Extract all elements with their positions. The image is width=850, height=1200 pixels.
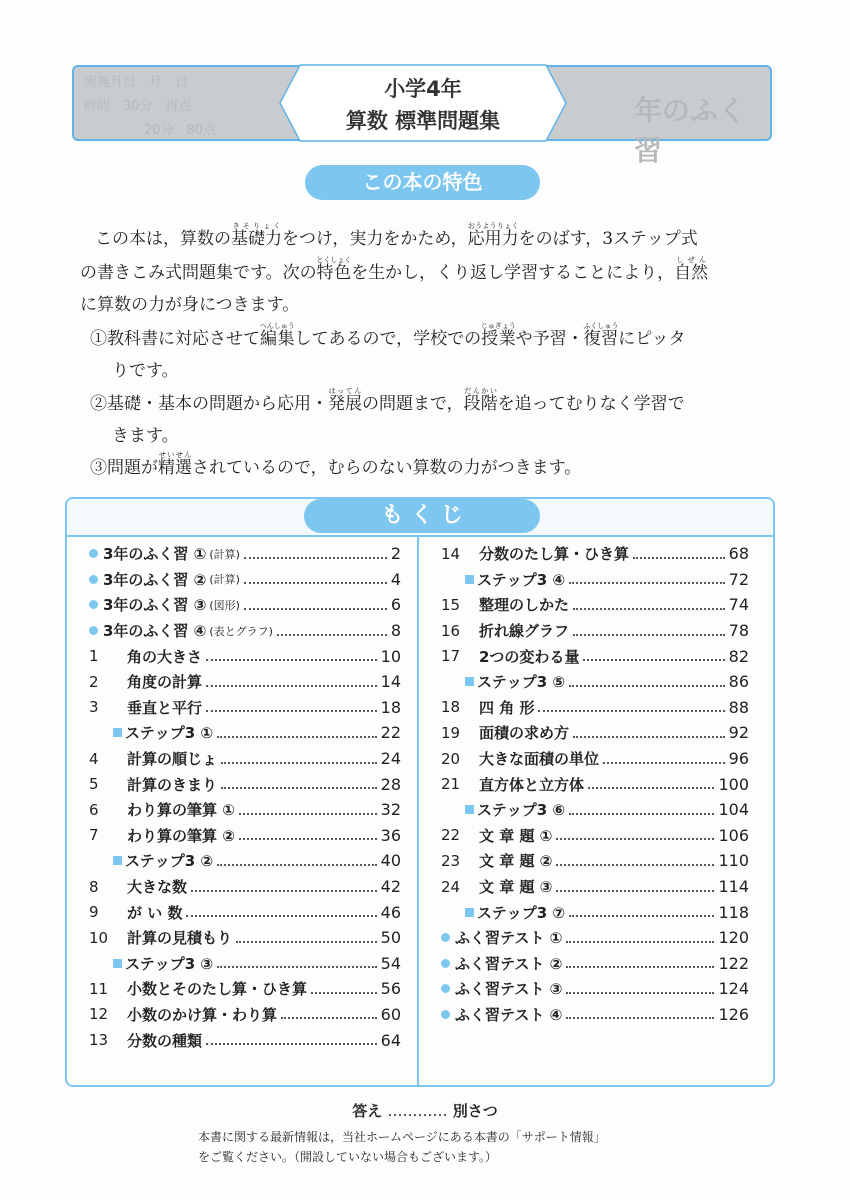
entry-title: 2つの変わる量 <box>479 647 580 666</box>
chapter-number: 15 <box>441 595 461 614</box>
page-number: 60 <box>380 1004 401 1024</box>
ghost-text: 時間 30分 得点 <box>84 99 192 114</box>
page-number: 122 <box>718 953 749 973</box>
book-title: 算数 標準問題集 <box>345 109 501 133</box>
leader-dots <box>556 890 714 892</box>
entry-title: 計算のきまり <box>127 775 218 794</box>
toc-entry[interactable] <box>441 976 749 1002</box>
toc-entry[interactable] <box>441 592 749 618</box>
answers-location: 別さつ <box>452 1102 498 1120</box>
toc-entry[interactable] <box>89 592 401 618</box>
toc-entry[interactable] <box>89 746 401 772</box>
ruby-reading: きそりょく <box>231 222 282 230</box>
toc-entry[interactable] <box>441 951 749 977</box>
page-number: 24 <box>380 749 401 769</box>
toc-entry[interactable] <box>441 618 749 644</box>
entry-title: 小数のかけ算・わり算 <box>127 1005 278 1024</box>
entry-title: わり算の筆算 ② <box>127 826 235 845</box>
grade-label: 小学4年 <box>384 77 462 101</box>
chapter-number: 24 <box>441 877 461 896</box>
entry-title: 3年のふく習 ④ <box>103 622 207 641</box>
support-note: 本書に関する最新情報は，当社ホームページにある本書の「サポート情報」 <box>198 1130 606 1144</box>
page-number: 54 <box>380 953 401 973</box>
ruby-word <box>583 322 619 349</box>
leader-dots <box>277 634 387 636</box>
ruby-word <box>328 387 362 414</box>
entry-title: 小数とそのたし算・ひき算 <box>127 980 308 999</box>
page-number: 28 <box>380 774 401 794</box>
page-number: 74 <box>728 595 749 615</box>
text-segment: や予習・ <box>515 329 584 349</box>
leader-dots <box>281 1017 377 1019</box>
text-segment: してあるので，学校での <box>294 329 482 349</box>
page-number: 114 <box>718 877 749 897</box>
toc-entry[interactable] <box>89 976 401 1002</box>
column-divider <box>417 535 419 1085</box>
chapter-number: 20 <box>441 749 461 768</box>
leader-dots <box>583 659 724 661</box>
features-line <box>95 222 698 249</box>
leader-dots <box>217 736 377 738</box>
toc-entry[interactable] <box>441 669 749 695</box>
page-number: 72 <box>728 569 749 589</box>
page-number: 36 <box>380 825 401 845</box>
page-number: 100 <box>718 774 749 794</box>
entry-title: 3年のふく習 ③ <box>103 596 207 615</box>
entry-title: 分数のたし算・ひき算 <box>479 545 630 564</box>
text-segment: を生かし，くり返し学習することにより， <box>351 263 675 283</box>
text-segment: に算数の力が身につきます。 <box>80 295 300 315</box>
features-line <box>80 290 299 315</box>
bullet-icon <box>441 1010 450 1019</box>
ruby-word <box>467 222 519 249</box>
toc-entry[interactable] <box>441 874 749 900</box>
toc-entry[interactable] <box>89 541 401 567</box>
ruby-reading: おうようりょく <box>467 222 519 230</box>
ruby-base: 特色 <box>316 263 352 283</box>
page-number: 92 <box>728 723 749 743</box>
page-number: 22 <box>380 723 401 743</box>
page-number: 6 <box>390 595 401 615</box>
entry-subtitle: (図形) <box>209 598 240 612</box>
answers-label: 答え <box>352 1102 383 1120</box>
square-icon <box>465 805 474 814</box>
chapter-number: 8 <box>89 877 99 896</box>
toc-entry[interactable] <box>441 797 749 823</box>
toc-entry[interactable] <box>89 695 401 721</box>
page-number: 64 <box>380 1030 401 1050</box>
leader-dots <box>244 582 387 584</box>
chapter-number: 14 <box>441 544 461 563</box>
leader-dots <box>217 966 377 968</box>
entry-subtitle: (計算) <box>209 547 240 561</box>
ruby-word <box>674 256 709 283</box>
ruby-reading: じゅぎょう <box>480 322 516 330</box>
ruby-base: 自然 <box>674 263 709 283</box>
leader-dots <box>556 838 714 840</box>
leader-dots <box>311 992 377 994</box>
ruby-word <box>480 322 516 349</box>
toc-entry[interactable] <box>89 951 401 977</box>
ruby-base: 編集 <box>259 329 295 349</box>
leader-dots: ………… <box>387 1102 448 1120</box>
toc-entry[interactable] <box>441 567 749 593</box>
entry-title: 計算の順じょ <box>127 750 218 769</box>
ruby-word <box>231 222 282 249</box>
chapter-number: 19 <box>441 723 461 742</box>
bullet-icon <box>441 933 450 942</box>
chapter-number: 3 <box>89 698 99 717</box>
page-number: 86 <box>728 672 749 692</box>
chapter-number: 4 <box>89 749 99 768</box>
page-number: 106 <box>718 825 749 845</box>
leader-dots <box>206 685 377 687</box>
chapter-number: 16 <box>441 621 461 640</box>
ruby-base: 発展 <box>328 394 362 414</box>
page-number: 42 <box>380 877 401 897</box>
toc-entry[interactable] <box>441 695 749 721</box>
bullet-icon <box>441 984 450 993</box>
toc-entry[interactable] <box>89 669 401 695</box>
leader-dots <box>569 685 725 687</box>
chapter-number: 11 <box>89 979 109 998</box>
entry-title: 四 角 形 <box>479 698 535 717</box>
toc-entry[interactable] <box>89 874 401 900</box>
toc-entry[interactable] <box>441 848 749 874</box>
ruby-word <box>316 256 352 283</box>
text-segment: を追ってむりなく学習で <box>497 394 685 414</box>
page-number: 120 <box>718 928 749 948</box>
entry-title: ふく習テスト ① <box>455 929 563 948</box>
chapter-number: 21 <box>441 775 461 794</box>
ruby-base: 授業 <box>480 329 516 349</box>
entry-subtitle: (計算) <box>209 573 240 587</box>
leader-dots <box>244 608 387 610</box>
page-number: 50 <box>380 928 401 948</box>
chapter-number: 22 <box>441 826 461 845</box>
leader-dots <box>206 1043 377 1045</box>
features-line <box>80 256 708 283</box>
leader-dots <box>239 838 377 840</box>
toc-entry[interactable] <box>441 823 749 849</box>
entry-title: 整理のしかた <box>479 596 570 615</box>
entry-title: 文 章 題 ① <box>479 826 553 845</box>
text-segment: ③問題が <box>90 458 158 478</box>
features-line <box>90 322 686 349</box>
leader-dots <box>221 762 377 764</box>
entry-title: 直方体と立方体 <box>479 775 585 794</box>
leader-dots <box>569 915 714 917</box>
leader-dots <box>206 659 377 661</box>
page-number: 8 <box>390 621 401 641</box>
ruby-word <box>463 387 498 414</box>
toc-heading: も く じ <box>304 499 540 533</box>
chapter-number: 7 <box>89 826 99 845</box>
page-number: 82 <box>728 646 749 666</box>
toc-entry[interactable] <box>441 771 749 797</box>
leader-dots <box>603 762 725 764</box>
leader-dots <box>588 787 714 789</box>
entry-title: ふく習テスト ② <box>455 954 563 973</box>
page-number: 2 <box>390 544 401 564</box>
entry-title: 計算の見積もり <box>127 929 233 948</box>
ruby-reading: だんかい <box>463 387 498 395</box>
square-icon <box>113 959 122 968</box>
page-number: 14 <box>380 672 401 692</box>
answers-line <box>0 1100 850 1121</box>
support-note: をご覧ください。（開設していない場合もございます。） <box>198 1150 498 1164</box>
toc-entry[interactable] <box>441 746 749 772</box>
chapter-number: 12 <box>89 1005 109 1024</box>
table-of-contents <box>65 497 775 1087</box>
leader-dots <box>186 915 376 917</box>
page-number: 40 <box>380 851 401 871</box>
page-number: 32 <box>380 800 401 820</box>
chapter-number: 5 <box>89 775 99 794</box>
bullet-icon <box>89 575 98 584</box>
entry-title: ステップ3 ② <box>125 852 214 871</box>
chapter-number: 6 <box>89 800 99 819</box>
entry-title: ステップ3 ⑥ <box>477 801 566 820</box>
leader-dots <box>538 710 724 712</box>
page-number: 126 <box>718 1004 749 1024</box>
ruby-base: 基礎力 <box>231 229 282 249</box>
entry-title: 大きな面積の単位 <box>479 750 600 769</box>
leader-dots <box>191 890 377 892</box>
bullet-icon <box>89 600 98 609</box>
entry-title: わり算の筆算 ① <box>127 801 235 820</box>
text-segment: ②基礎・基本の問題から応用・ <box>90 394 328 414</box>
entry-title: が い 数 <box>127 903 183 922</box>
chapter-number: 17 <box>441 647 461 666</box>
entry-title: ステップ3 ④ <box>477 570 566 589</box>
features-line <box>90 451 581 478</box>
leader-dots <box>566 966 714 968</box>
leader-dots <box>633 557 725 559</box>
chapter-number: 9 <box>89 903 99 922</box>
toc-entry[interactable] <box>89 797 401 823</box>
page-number: 68 <box>728 544 749 564</box>
square-icon <box>465 908 474 917</box>
features-line <box>112 421 179 446</box>
page-number: 56 <box>380 979 401 999</box>
toc-entry[interactable] <box>89 771 401 797</box>
entry-title: ふく習テスト ④ <box>455 1005 563 1024</box>
toc-entry[interactable] <box>441 925 749 951</box>
ghost-text: 実施月日 月 日 <box>84 75 189 90</box>
page-number: 118 <box>718 902 749 922</box>
ruby-reading: へんしゅう <box>259 322 295 330</box>
chapter-number: 10 <box>89 928 109 947</box>
entry-title: ステップ3 ⑦ <box>477 903 566 922</box>
leader-dots <box>573 736 725 738</box>
text-segment: されているので，むらのない算数の力がつきます。 <box>192 458 582 478</box>
leader-dots <box>566 992 714 994</box>
entry-title: 3年のふく習 ① <box>103 545 207 564</box>
entry-title: 3年のふく習 ② <box>103 570 207 589</box>
ruby-reading: せいせん <box>158 451 192 459</box>
leader-dots <box>556 864 714 866</box>
bullet-icon <box>441 959 450 968</box>
toc-left-column <box>89 541 401 1053</box>
bullet-icon <box>89 549 98 558</box>
toc-entry[interactable] <box>89 1002 401 1028</box>
entry-title: 文 章 題 ② <box>479 852 553 871</box>
leader-dots <box>221 787 377 789</box>
page-number: 88 <box>728 697 749 717</box>
leader-dots <box>566 1017 714 1019</box>
entry-title: ステップ3 ⑤ <box>477 673 566 692</box>
square-icon <box>465 575 474 584</box>
features-line <box>112 356 179 381</box>
chapter-number: 18 <box>441 698 461 717</box>
leader-dots <box>244 557 387 559</box>
ruby-word <box>158 451 192 478</box>
chapter-number: 2 <box>89 672 99 691</box>
page-number: 78 <box>728 621 749 641</box>
leader-dots <box>236 941 377 943</box>
text-segment: この本は，算数の <box>95 229 231 249</box>
entry-subtitle: (表とグラフ) <box>209 624 273 638</box>
entry-title: 角度の計算 <box>127 673 203 692</box>
text-segment: にピッタ <box>618 329 686 349</box>
toc-entry[interactable] <box>441 541 749 567</box>
toc-entry[interactable] <box>441 1002 749 1028</box>
entry-title: ステップ3 ③ <box>125 954 214 973</box>
toc-entry[interactable] <box>89 618 401 644</box>
text-segment: をつけ，実力をかため， <box>282 229 468 249</box>
leader-dots <box>569 813 714 815</box>
page-number: 104 <box>718 800 749 820</box>
toc-entry[interactable] <box>441 643 749 669</box>
bullet-icon <box>89 626 98 635</box>
entry-title: 折れ線グラフ <box>479 622 570 641</box>
toc-entry[interactable] <box>89 567 401 593</box>
toc-entry[interactable] <box>89 1027 401 1053</box>
toc-entry[interactable] <box>89 643 401 669</box>
entry-title: 角の大きさ <box>127 647 203 666</box>
entry-title: 文 章 題 ③ <box>479 878 553 897</box>
entry-title: ステップ3 ① <box>125 724 214 743</box>
features-line <box>90 387 685 414</box>
ruby-reading: しぜん <box>674 256 709 264</box>
leader-dots <box>566 941 714 943</box>
toc-entry[interactable] <box>89 848 401 874</box>
chapter-number: 1 <box>89 647 99 666</box>
chapter-number: 13 <box>89 1031 109 1050</box>
entry-title: 垂直と平行 <box>127 698 203 717</box>
toc-entry[interactable] <box>89 925 401 951</box>
page-number: 96 <box>728 749 749 769</box>
square-icon <box>113 856 122 865</box>
text-segment: ①教科書に対応させて <box>90 329 260 349</box>
leader-dots <box>206 710 377 712</box>
toc-entry[interactable] <box>441 899 749 925</box>
toc-right-column <box>441 541 749 1027</box>
ruby-base: 復習 <box>583 329 619 349</box>
ruby-base: 精選 <box>158 458 192 478</box>
leader-dots <box>573 608 725 610</box>
page-number: 110 <box>718 851 749 871</box>
text-segment: をのばす，3ステップ式 <box>518 229 698 249</box>
ruby-reading: はってん <box>328 387 362 395</box>
entry-title: ふく習テスト ③ <box>455 980 563 999</box>
page-number: 10 <box>380 646 401 666</box>
ruby-word <box>259 322 295 349</box>
toc-entry[interactable] <box>89 823 401 849</box>
toc-entry[interactable] <box>89 899 401 925</box>
text-segment: の書きこみ式問題集です。次の <box>80 263 317 283</box>
page-number: 46 <box>380 902 401 922</box>
chapter-number: 23 <box>441 851 461 870</box>
leader-dots <box>573 634 725 636</box>
text-segment: の問題まで， <box>362 394 464 414</box>
text-segment: きます。 <box>112 426 179 446</box>
ruby-base: 応用力 <box>467 229 519 249</box>
ghost-text: 20分 80点 <box>144 123 217 138</box>
page-number: 4 <box>390 569 401 589</box>
entry-title: 面積の求め方 <box>479 724 570 743</box>
ruby-base: 段階 <box>463 394 498 414</box>
square-icon <box>113 728 122 737</box>
page-number: 124 <box>718 979 749 999</box>
page-number: 18 <box>380 697 401 717</box>
leader-dots <box>239 813 377 815</box>
title-plate <box>278 63 568 143</box>
toc-entry[interactable] <box>89 720 401 746</box>
entry-title: 大きな数 <box>127 878 188 897</box>
features-heading: この本の特色 <box>305 165 540 200</box>
leader-dots <box>569 582 725 584</box>
ruby-reading: ふくしゅう <box>583 322 619 330</box>
square-icon <box>465 677 474 686</box>
leader-dots <box>217 864 377 866</box>
toc-entry[interactable] <box>441 720 749 746</box>
text-segment: りです。 <box>112 361 179 381</box>
entry-title: 分数の種類 <box>127 1031 203 1050</box>
ghost-text: 年のふく習 <box>634 94 747 167</box>
ruby-reading: とくしょく <box>316 256 352 264</box>
